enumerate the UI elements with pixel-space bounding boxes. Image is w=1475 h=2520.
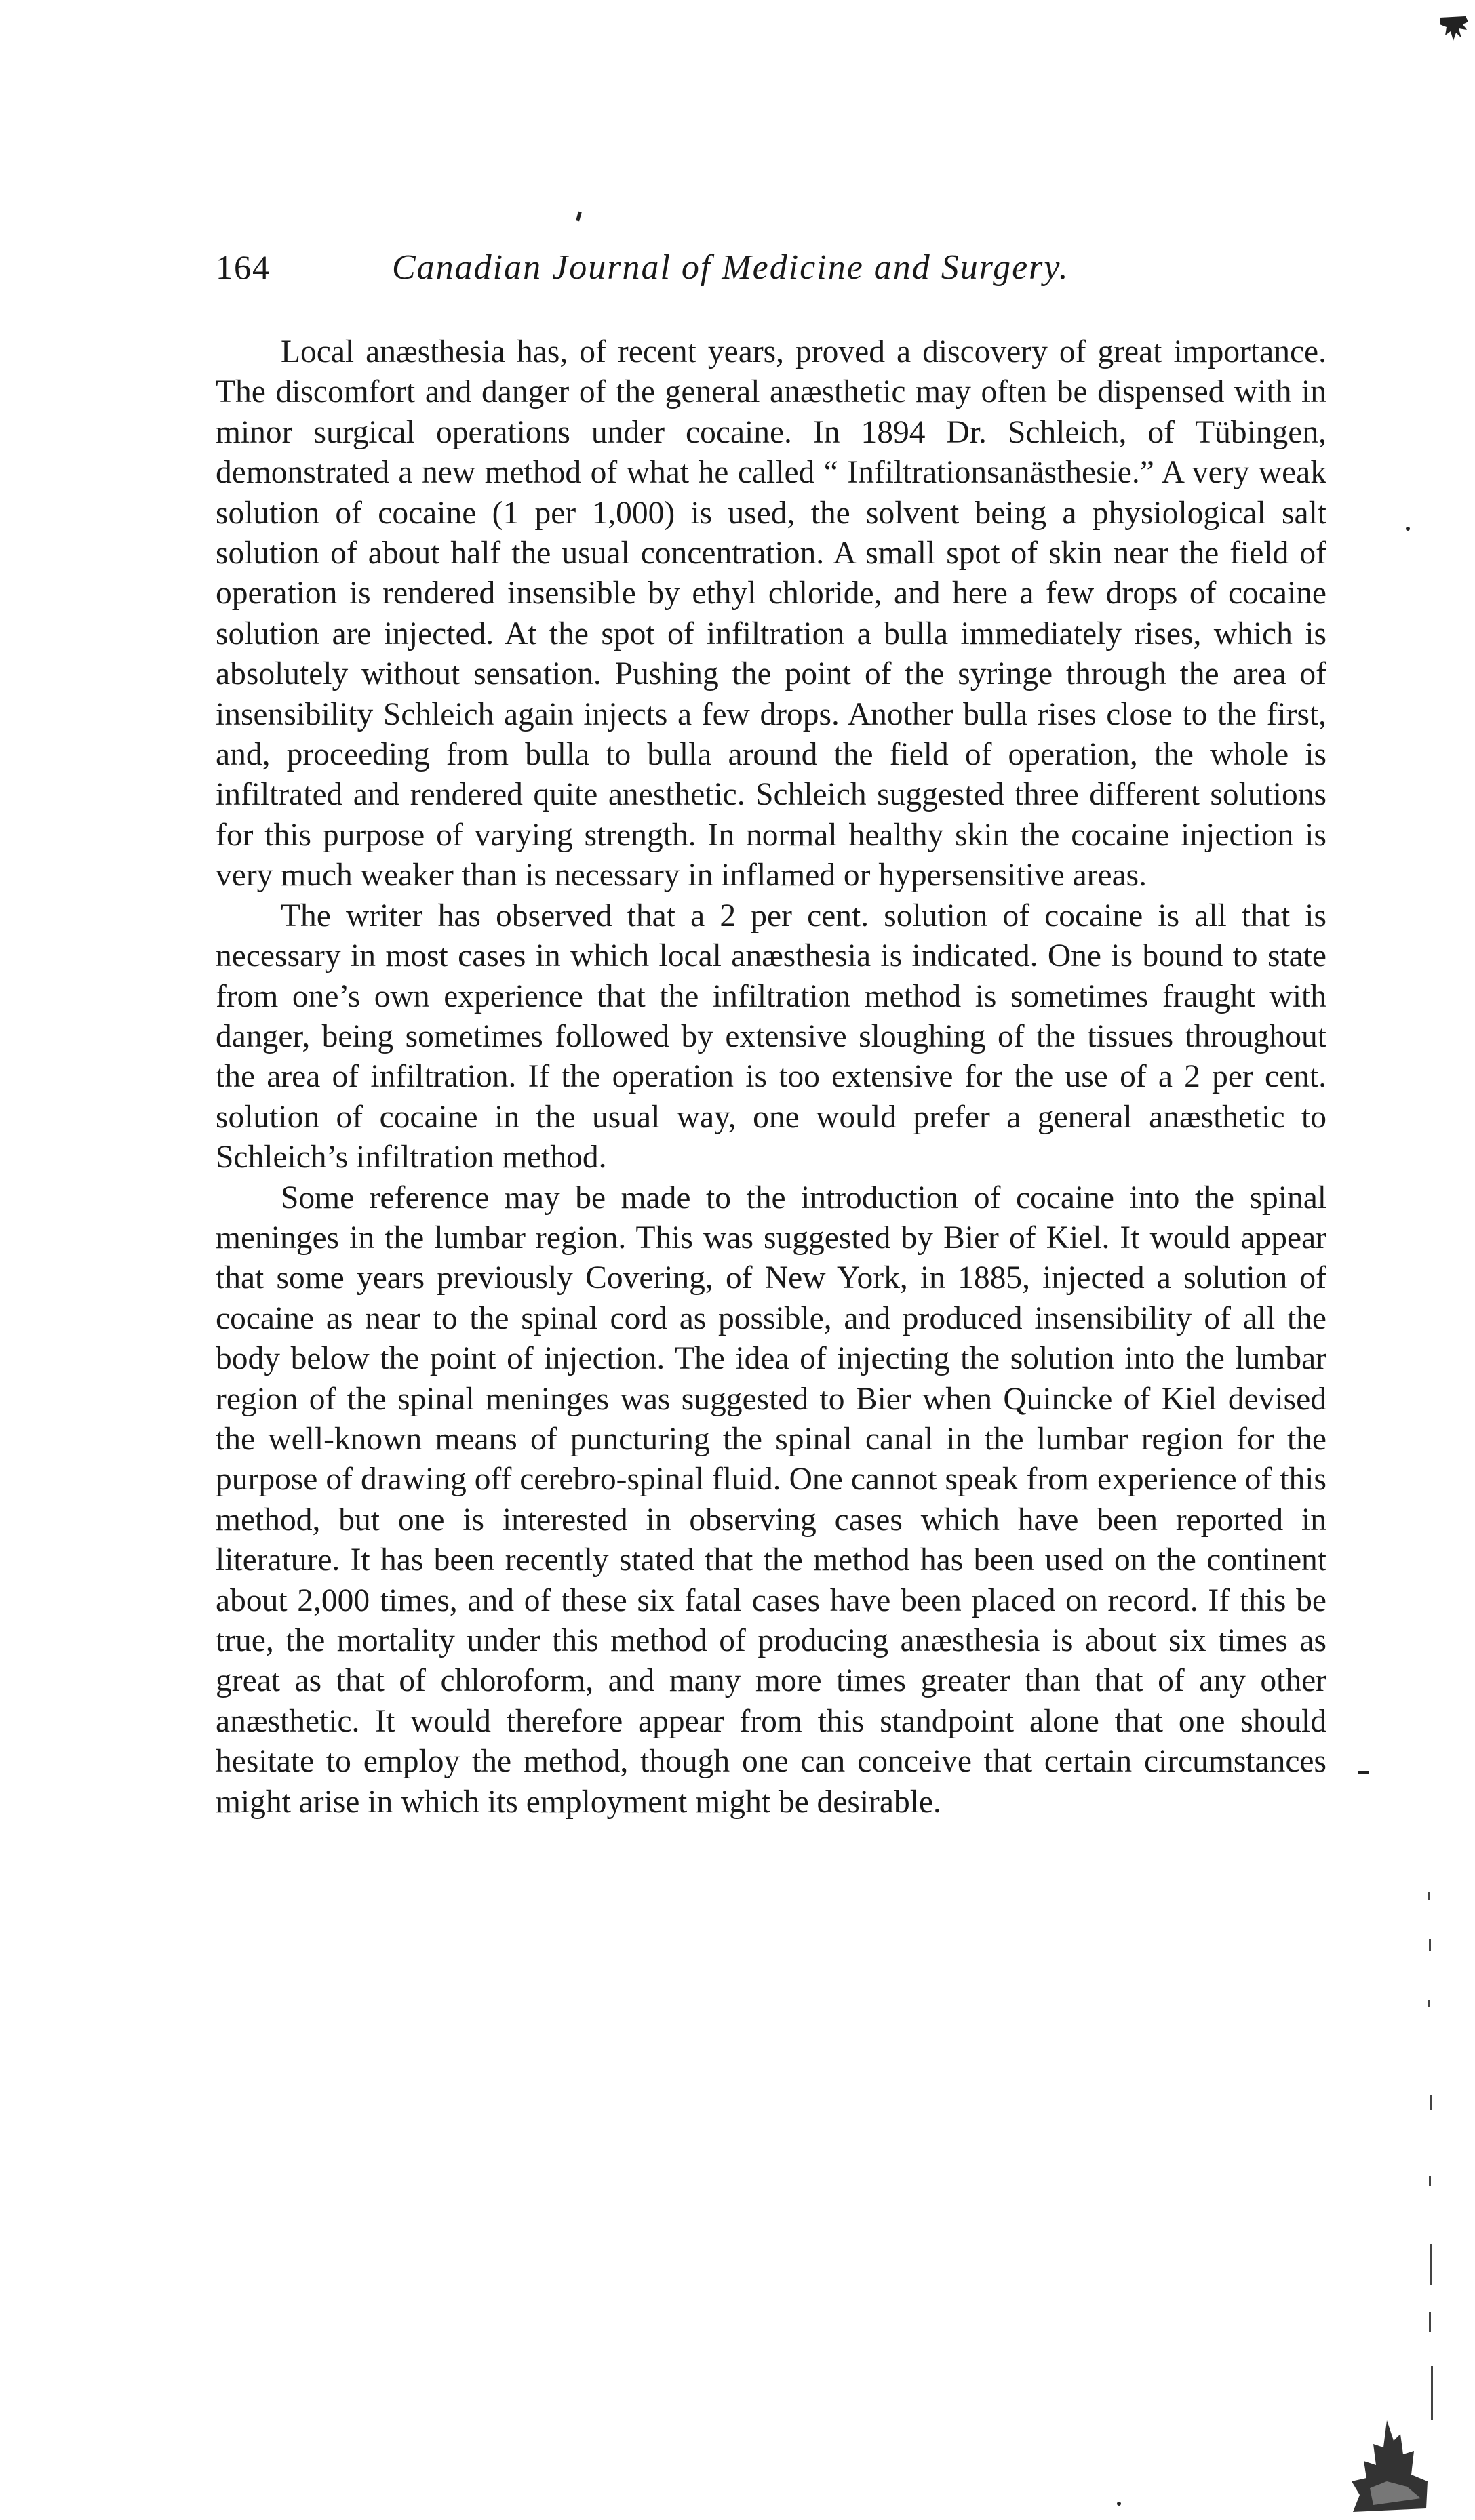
- stray-mark-right-2: [1358, 1771, 1369, 1774]
- paragraph-local-anaesthesia: Local anæsthesia has, of recent years, proved a discovery of great importance. The discomfort and danger of the general anæsthetic may often be dispensed with in minor surgical operations under cocaine. In 1894 Dr. Schleich, of Tübingen, demonstrated a new method of what he called “ Infiltrationsanästhesie.” A very weak solution of cocaine (1 per 1,000) is used, the solvent being a physiological salt solution of about half the usual concentration. A small spot of skin near the field of operation is rendered insensible by ethyl chloride, and here a few drops of cocaine solution are injected. At the spot of infiltration a bulla immediately rises, which is absolutely without sensation. Pushing the point of the syringe through the area of insensibility Schleich again injects a few drops. Another bulla rises close to the first, and, proceeding from bulla to bulla around the field of operation, the whole is infiltrated and rendered quite anesthetic. Schleich suggested three different solutions for this purpose of varying strength. In normal healthy skin the cocaine injection is very much weaker than is necessary in inflamed or hypersensitive areas.: [216, 334, 1326, 894]
- article-body: [216, 332, 1326, 1822]
- stray-mark-right-1: [1406, 527, 1410, 531]
- corner-ink-blot: [1438, 15, 1470, 42]
- page-header: [216, 247, 1328, 302]
- paragraph-cocaine-solution: The writer has observed that a 2 per cent. solution of cocaine is all that is necessary in most cases in which local anæsthesia is indicated. One is bound to state from one’s own experience that the infiltration method is sometimes fraught with danger, being sometimes followed by extensive sloughing of the tissues throughout the area of infiltration. If the operation is too extensive for the use of a 2 per cent. solution of cocaine in the usual way, one would prefer a general anæsthetic to Schleich’s infiltration method.: [216, 898, 1326, 1176]
- page-number: 164: [216, 248, 271, 286]
- bottom-ink-blot: [1346, 2414, 1434, 2515]
- running-title: Canadian Journal of Medicine and Surgery.: [392, 248, 1069, 287]
- margin-specks: [1421, 1892, 1441, 2434]
- stray-mark-top: [576, 212, 581, 222]
- stray-mark-bottom: [1117, 2502, 1121, 2506]
- paragraph-spinal-injection: Some reference may be made to the introduction of cocaine into the spinal meninges in the lumbar region. This was suggested by Bier of Kiel. It would appear that some years previously Covering, of New York, in 1885, injected a solution of cocaine as near to the spinal cord as possible, and produced insensibility of all the body below the point of injection. The idea of injecting the solution into the lumbar region of the spinal meninges was suggested to Bier when Quincke of Kiel devised the well-known means of puncturing the spinal canal in the lumbar region for the purpose of drawing off cerebro-spinal fluid. One cannot speak from experience of this method, but one is interested in observing cases which have been reported in literature. It has been recently stated that the method has been used on the continent about 2,000 times, and of these six fatal cases have been placed on record. If this be true, the mortality under this method of producing anæsthesia is about six times as great as that of chloroform, and many more times greater than that of any other anæsthetic. It would therefore appear from this standpoint alone that one should hesitate to employ the method, though one can conceive that certain circumstances might arise in which its employment might be desirable.: [216, 1180, 1326, 1820]
